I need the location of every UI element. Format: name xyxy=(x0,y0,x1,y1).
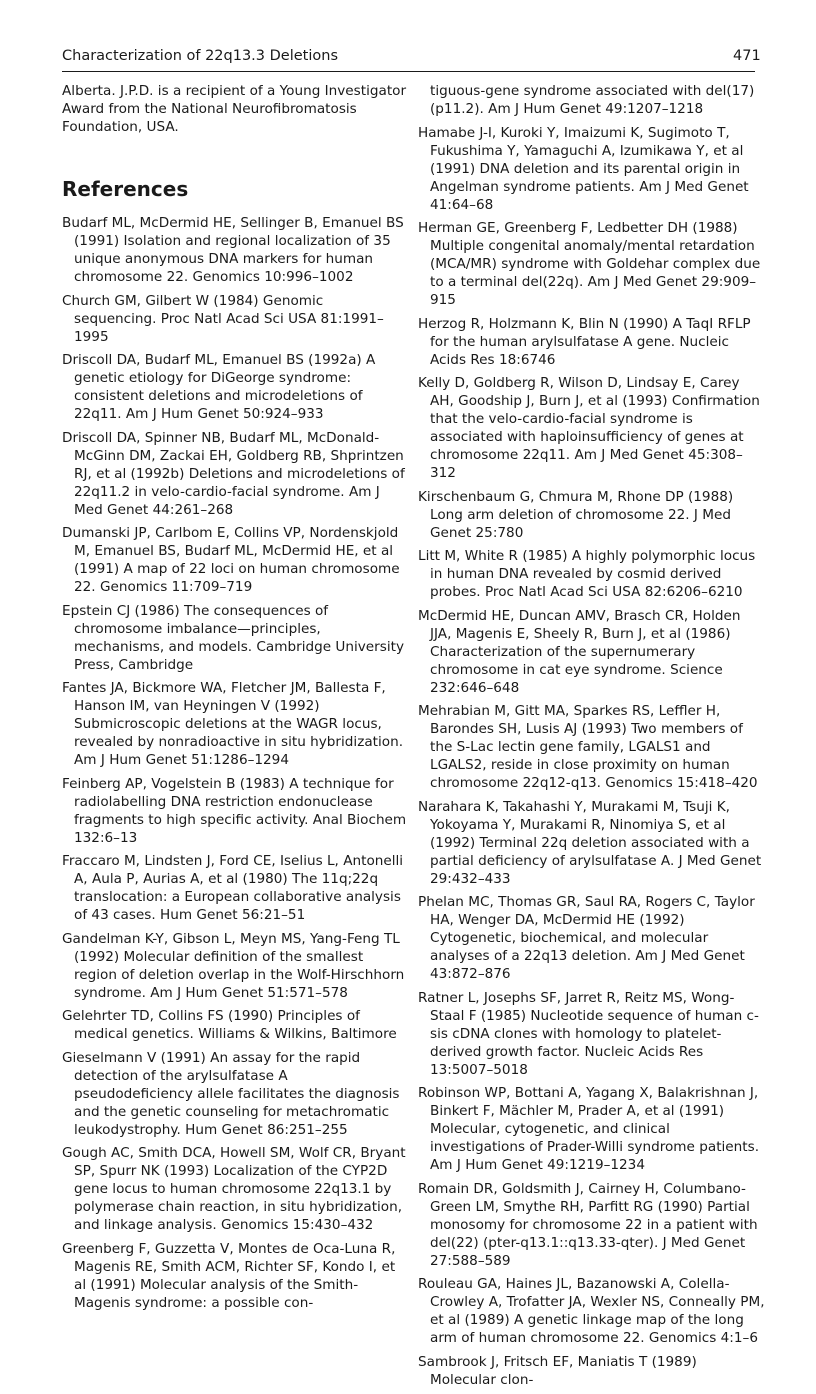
reference-entry: Kirschenbaum G, Chmura M, Rhone DP (1988) Long arm deletion of chromosome 22. J Med Genet 25:780 xyxy=(418,488,734,541)
right-reference-list xyxy=(418,82,766,1394)
left-reference-list xyxy=(62,214,410,1317)
reference-entry: McDermid HE, Duncan AMV, Brasch CR, Holden JJA, Magenis E, Sheely R, Burn J, et al (1986) Characterization of the supernumerary chromosome in cat eye syndrome. Science 232:646–648 xyxy=(418,607,741,696)
reference-entry: Church GM, Gilbert W (1984) Genomic sequencing. Proc Natl Acad Sci USA 81:1991–1995 xyxy=(62,292,384,345)
reference-entry: Romain DR, Goldsmith J, Cairney H, Columbano-Green LM, Smythe RH, Parfitt RG (1990) Partial monosomy for chromosome 22 in a patient with del(22) (pter-q13.1::q13.33-qter). J Med Genet 27:588–589 xyxy=(418,1180,758,1269)
reference-entry: Kelly D, Goldberg R, Wilson D, Lindsay E, Carey AH, Goodship J, Burn J, et al (1993) Confirmation that the velo-cardio-facial syndrome is associated with haploinsufficiency of genes at chromosome 22q11. Am J Med Genet 45:308–312 xyxy=(418,375,760,481)
reference-entry: Phelan MC, Thomas GR, Saul RA, Rogers C, Taylor HA, Wenger DA, McDermid HE (1992) Cytogenetic, biochemical, and molecular analyses of a 22q13 deletion. Am J Med Genet 43:872–876 xyxy=(418,894,755,982)
reference-entry: Gieselmann V (1991) An assay for the rapid detection of the arylsulfatase A pseudodeficiency allele facilitates the diagnosis and the genetic counseling for metachromatic leukodystrophy. Hum Genet 86:251–255 xyxy=(62,1049,400,1138)
reference-entry: Hamabe J-I, Kuroki Y, Imaizumi K, Sugimoto T, Fukushima Y, Yamaguchi A, Izumikawa Y, et al (1991) DNA deletion and its parental origin in Angelman syndrome patients. Am J Med Genet 41:64–68 xyxy=(418,124,749,213)
reference-entry: Driscoll DA, Spinner NB, Budarf ML, McDonald-McGinn DM, Zackai EH, Goldberg RB, Shprintzen RJ, et al (1992b) Deletions and microdeletions of 22q11.2 in velo-cardio-facial syndrome. Am J Med Genet 44:261–268 xyxy=(62,429,405,518)
reference-entry: Feinberg AP, Vogelstein B (1983) A technique for radiolabelling DNA restriction endonuclease fragments to high specific activity. Anal Biochem 132:6–13 xyxy=(62,775,407,846)
header-rule xyxy=(62,71,755,72)
reference-entry: Gough AC, Smith DCA, Howell SM, Wolf CR, Bryant SP, Spurr NK (1993) Localization of the CYP2D gene locus to human chromosome 22q13.1 by polymerase chain reaction, in situ hybridization, and linkage analysis. Genomics 15:430–432 xyxy=(62,1145,406,1233)
page-number: 471 xyxy=(733,48,761,64)
reference-entry: Rouleau GA, Haines JL, Bazanowski A, Colella-Crowley A, Trofatter JA, Wexler NS, Conneally PM, et al (1989) A genetic linkage map of the long arm of human chromosome 22. Genomics 4:1–6 xyxy=(418,1276,765,1346)
reference-entry: Ratner L, Josephs SF, Jarret R, Reitz MS, Wong-Staal F (1985) Nucleotide sequence of human c-sis cDNA clones with homology to platelet-derived growth factor. Nucleic Acids Res 13:5007–5018 xyxy=(418,989,759,1078)
reference-entry: Mehrabian M, Gitt MA, Sparkes RS, Leffler H, Barondes SH, Lusis AJ (1993) Two members of the S-Lac lectin gene family, LGALS1 and LGALS2, reside in close proximity on human chromosome 22q12-q13. Genomics 15:418–420 xyxy=(418,703,758,791)
reference-entry: Robinson WP, Bottani A, Yagang X, Balakrishnan J, Binkert F, Mächler M, Prader A, et al (1991) Molecular, cytogenetic, and clinical investigations of Prader-Willi syndrome patients. Am J Hum Genet 49:1219–1234 xyxy=(418,1085,760,1173)
running-header-title: Characterization of 22q13.3 Deletions xyxy=(62,48,338,64)
reference-entry: Herman GE, Greenberg F, Ledbetter DH (1988) Multiple congenital anomaly/mental retardation (MCA/MR) syndrome with Goldehar complex due to a terminal del(22q). Am J Med Genet 29:909–915 xyxy=(418,220,761,308)
reference-entry: Fraccaro M, Lindsten J, Ford CE, Iselius L, Antonelli A, Aula P, Aurias A, et al (1980) The 11q;22q translocation: a European collaborative analysis of 43 cases. Hum Genet 56:21–51 xyxy=(62,853,404,923)
references-heading: References xyxy=(62,177,189,201)
reference-entry: Gelehrter TD, Collins FS (1990) Principles of medical genetics. Williams & Wilkins, Baltimore xyxy=(62,1008,397,1042)
reference-entry: Budarf ML, McDermid HE, Sellinger B, Emanuel BS (1991) Isolation and regional localization of 35 unique anonymous DNA markers for human chromosome 22. Genomics 10:996–1002 xyxy=(62,215,404,285)
acknowledgment-text: Alberta. J.P.D. is a recipient of a Young Investigator Award from the National Neurofibromatosis Foundation, USA. xyxy=(62,83,407,135)
reference-entry: Herzog R, Holzmann K, Blin N (1990) A TaqI RFLP for the human arylsulfatase A gene. Nucleic Acids Res 18:6746 xyxy=(418,315,751,368)
reference-entry: Greenberg F, Guzzetta V, Montes de Oca-Luna R, Magenis RE, Smith ACM, Richter SF, Kondo I, et al (1991) Molecular analysis of the Smith-Magenis syndrome: a possible con- xyxy=(62,1240,396,1311)
reference-entry: Epstein CJ (1986) The consequences of chromosome imbalance—principles, mechanisms, and models. Cambridge University Press, Cambridge xyxy=(62,602,404,673)
reference-entry: Sambrook J, Fritsch EF, Maniatis T (1989) Molecular clon- xyxy=(418,1353,697,1388)
reference-entry: Narahara K, Takahashi Y, Murakami M, Tsuji K, Yokoyama Y, Murakami R, Ninomiya S, et al (1992) Terminal 22q deletion associated with a partial deficiency of arylsulfatase A. J Med Genet 29:432–433 xyxy=(418,798,762,887)
reference-continuation: tiguous-gene syndrome associated with del(17) (p11.2). Am J Hum Genet 49:1207–1218 xyxy=(430,83,755,117)
reference-entry: Litt M, White R (1985) A highly polymorphic locus in human DNA revealed by cosmid derived probes. Proc Natl Acad Sci USA 82:6206–6210 xyxy=(418,548,756,600)
reference-entry: Dumanski JP, Carlbom E, Collins VP, Nordenskjold M, Emanuel BS, Budarf ML, McDermid HE, et al (1991) A map of 22 loci on human chromosome 22. Genomics 11:709–719 xyxy=(62,525,400,595)
reference-entry: Fantes JA, Bickmore WA, Fletcher JM, Ballesta F, Hanson IM, van Heyningen V (1992) Submicroscopic deletions at the WAGR locus, revealed by nonradioactive in situ hybridization. Am J Hum Genet 51:1286–1294 xyxy=(62,680,404,768)
reference-entry: Driscoll DA, Budarf ML, Emanuel BS (1992a) A genetic etiology for DiGeorge syndrome: consistent deletions and microdeletions of 22q11. Am J Hum Genet 50:924–933 xyxy=(62,352,376,422)
reference-entry: Gandelman K-Y, Gibson L, Meyn MS, Yang-Feng TL (1992) Molecular definition of the smallest region of deletion overlap in the Wolf-Hirschhorn syndrome. Am J Hum Genet 51:571–578 xyxy=(62,930,405,1001)
